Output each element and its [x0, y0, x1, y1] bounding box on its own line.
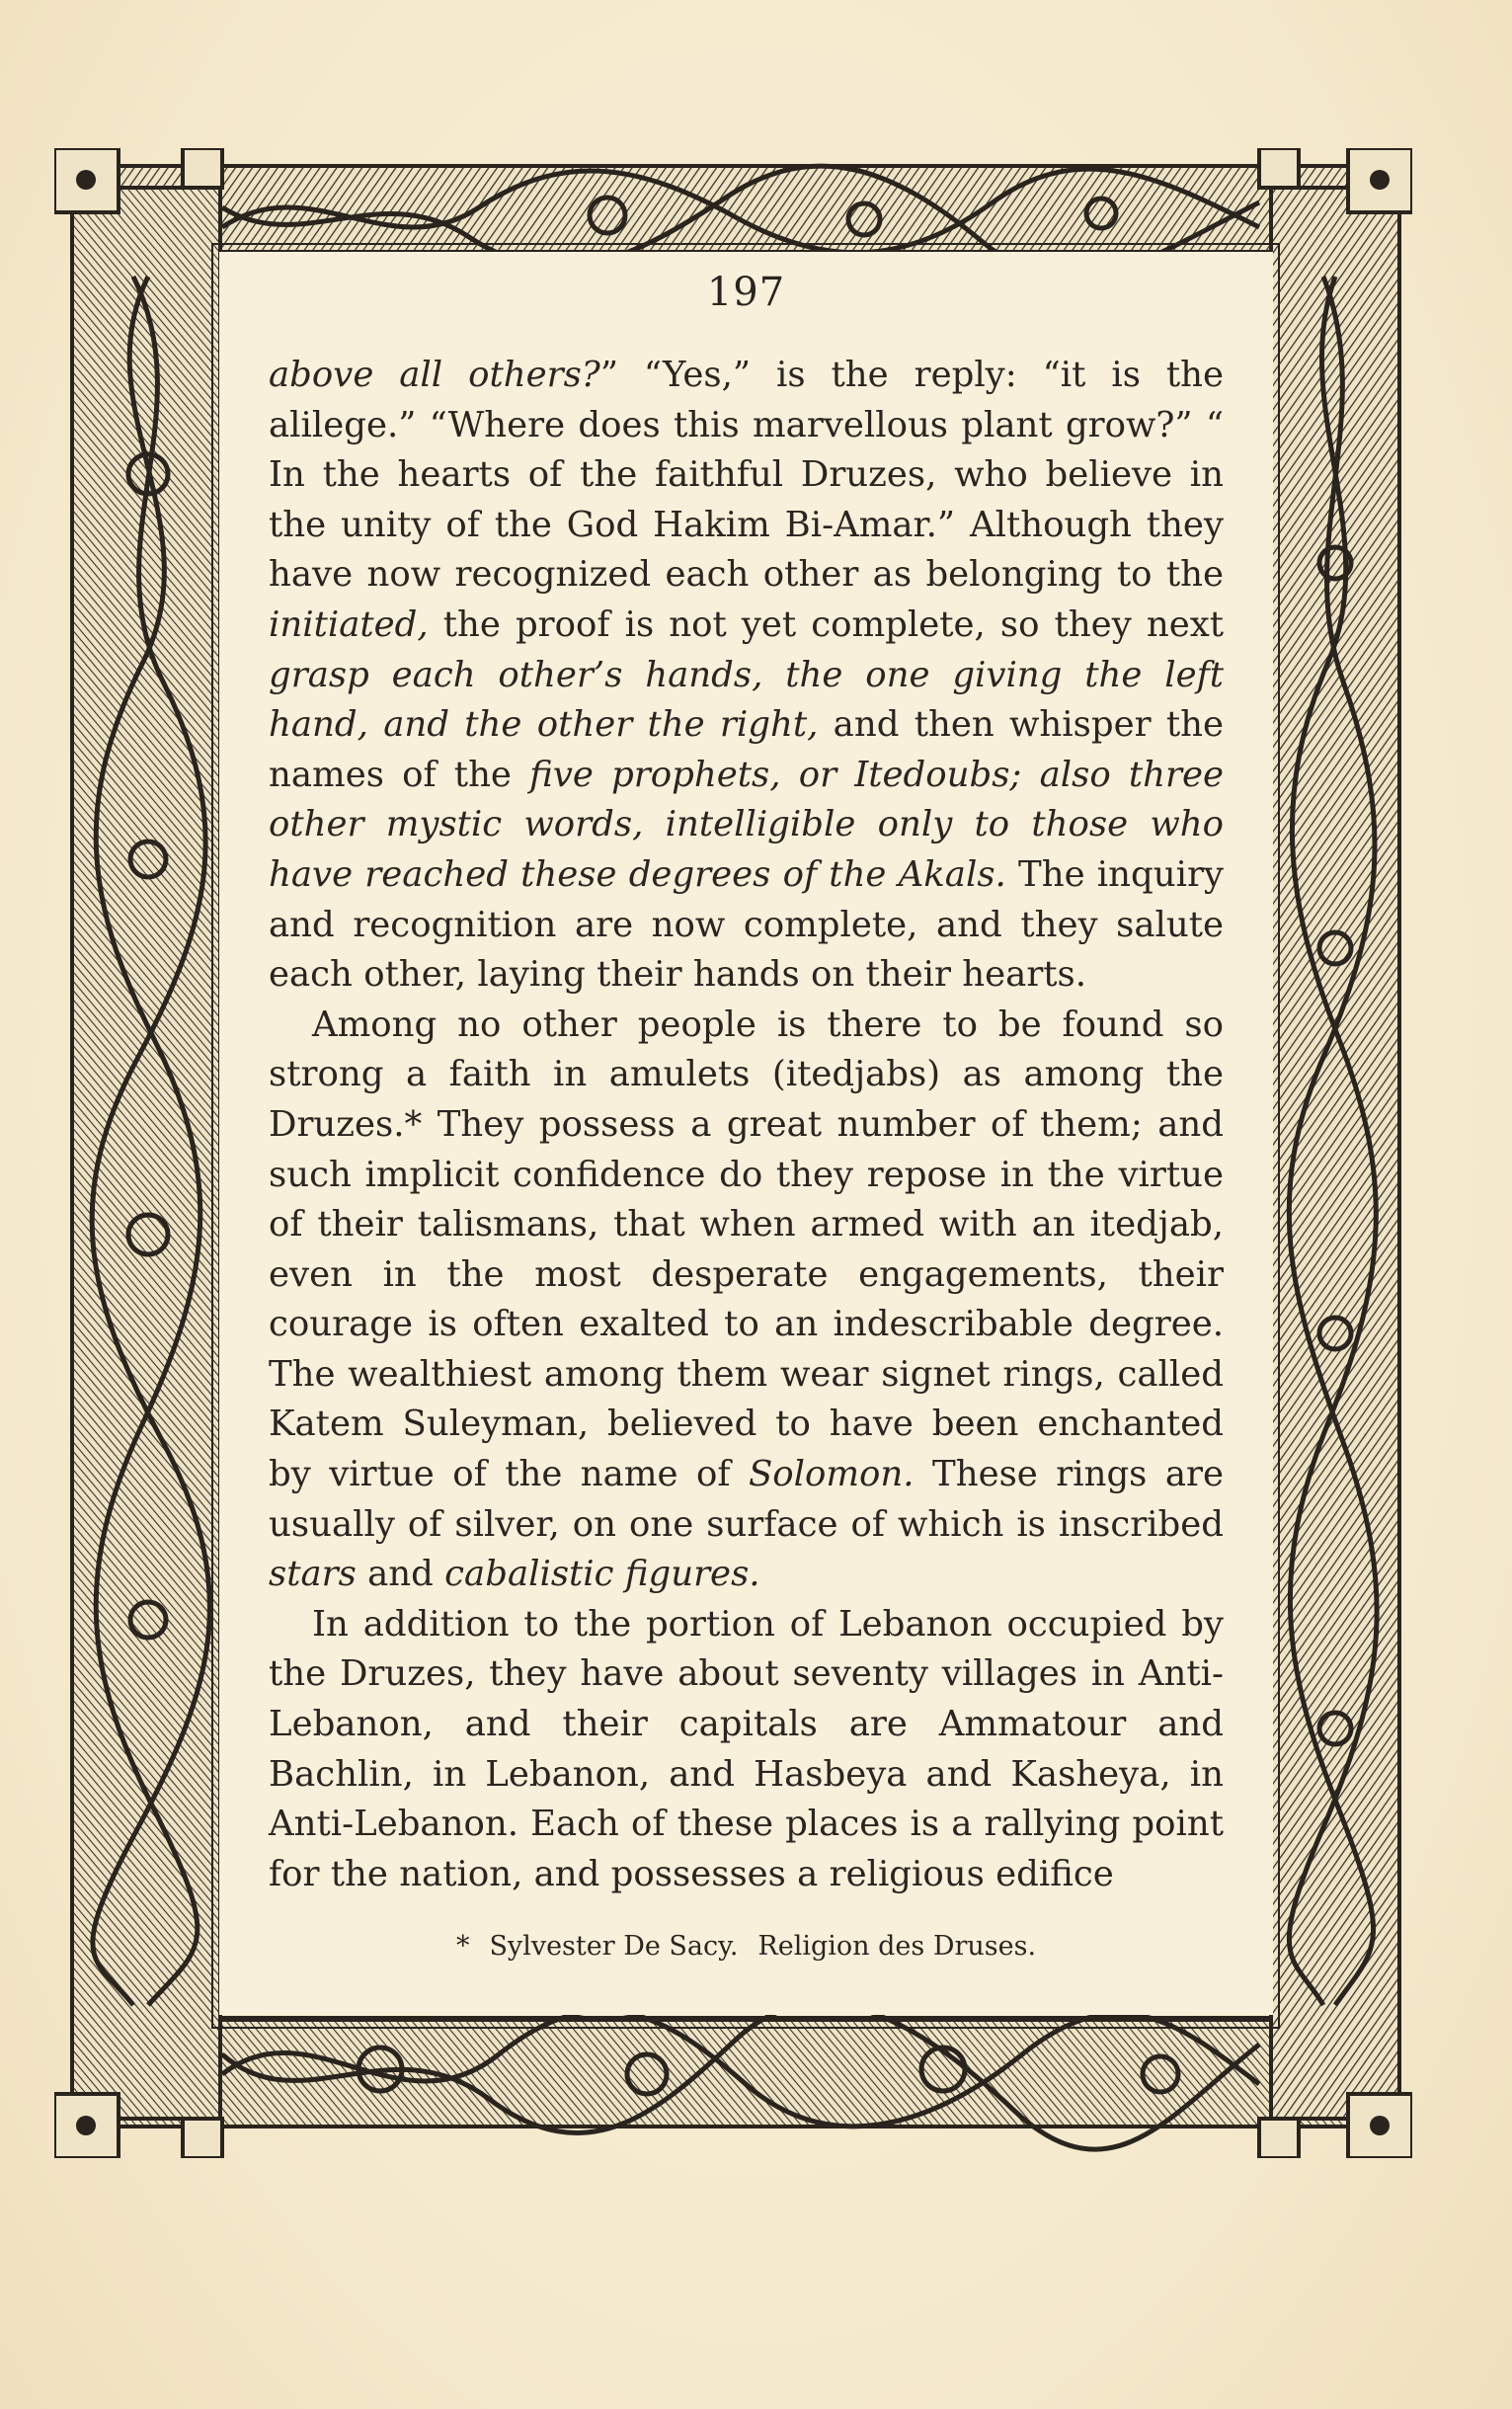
paragraph-2: [269, 1001, 1224, 1600]
text-run: Among no other people is there to be found so strong a faith in amulets (itedjabs) as among the Druzes.* They possess a great number of them; and such implicit confidence do they repose in the virtue of their talismans, that when armed with an itedjab, even in the most desperate engagements, their courage is often exalted to an indescribable degree. The wealthiest among them wear signet rings, called Katem Suleyman, believed to have been enchanted by virtue of the name of: [269, 1004, 1224, 1495]
text-run: five prophets, or Itedoubs; also three other mystic words, intelligible only to those who have reached these degrees of the Akals.: [269, 754, 1224, 895]
text-run: initiated,: [269, 603, 429, 645]
paragraph-3: [269, 1600, 1224, 1900]
text-run: grasp each other’s hands, the one giving the left hand, and the other the right,: [269, 654, 1224, 746]
text-run: above all others?: [269, 355, 600, 395]
text-panel: [219, 252, 1273, 2015]
text-run: In addition to the portion of Lebanon occupied by the Druzes, they have about seventy villages in Anti-Lebanon, and their capitals are Ammatour and Bachlin, in Lebanon, and Hasbeya and Kasheya, in Anti-Lebanon. Each of these places is a rallying point for the nation, and possesses a religious edifice: [269, 1603, 1224, 1894]
text-run: The inquiry and recognition are now complete, and they salute each other, laying their hands on their hearts.: [269, 853, 1224, 996]
text-run: and: [356, 1554, 445, 1595]
text-run: Solomon.: [748, 1454, 915, 1495]
text-run: stars: [269, 1554, 357, 1595]
body-text: [269, 351, 1224, 1899]
footnote-author: Sylvester De Sacy.: [489, 1931, 739, 1962]
footnote: [219, 1931, 1273, 1962]
footnote-marker: *: [455, 1931, 470, 1962]
text-run: and then whisper the names of the: [269, 704, 1224, 795]
footnote-work: Religion des Druses.: [757, 1931, 1037, 1962]
text-run: cabalistic figures.: [444, 1554, 760, 1595]
text-run: ” “Yes,” is the reply: “it is the alilege.” “Where does this marvellous plant grow?” “ In the hearts of the faithful Druzes, who believe in the unity of the God Hakim Bi-Amar.” Although they have now recognized each other as belonging to the: [269, 355, 1224, 596]
text-run: the proof is not yet complete, so they next: [428, 603, 1224, 645]
paragraph-1: [269, 351, 1224, 1001]
text-run: These rings are usually of silver, on one surface of which is inscribed: [269, 1454, 1225, 1545]
page-number: 197: [706, 270, 786, 315]
